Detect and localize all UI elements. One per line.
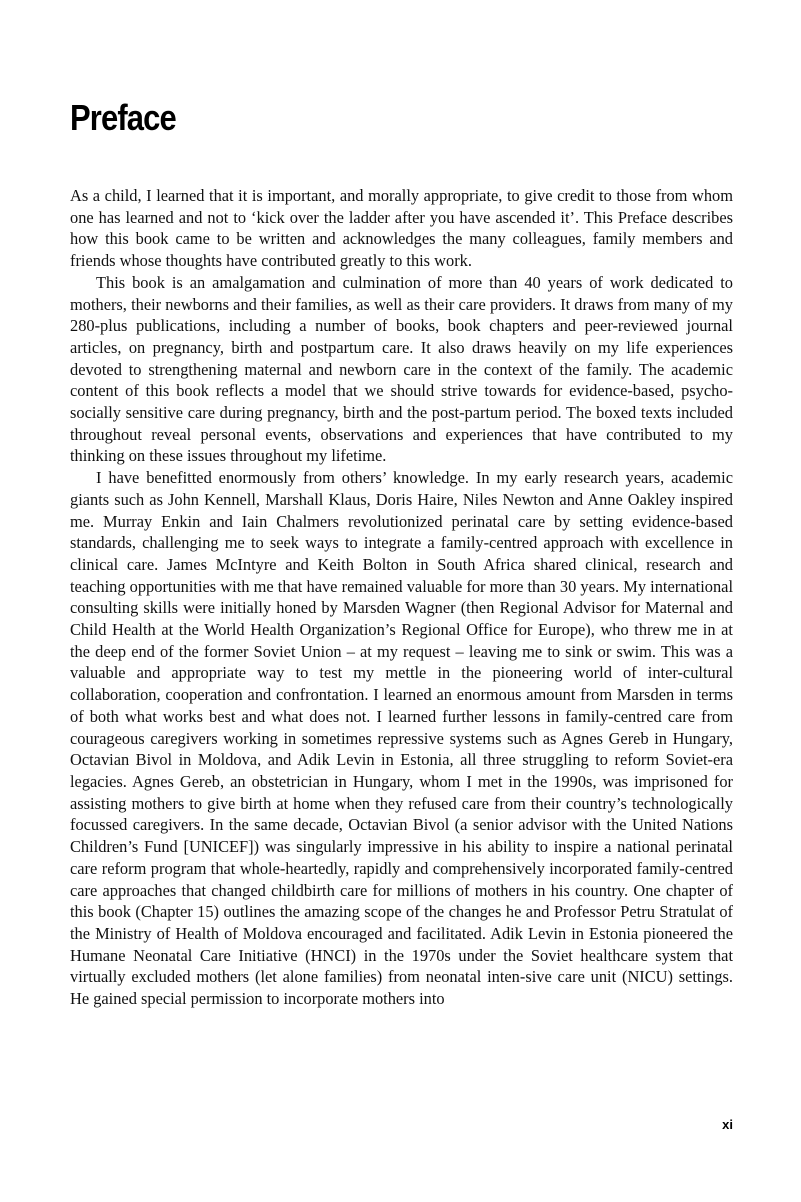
page-number: xi [722,1117,733,1132]
paragraph-2: This book is an amalgamation and culmination of more than 40 years of work dedicated to mothers, their newborns and their families, as well as their care providers. It draws from many of my 280-plus publications, including a number of books, book chapters and peer-reviewed journal articles, on pregnancy, birth and postpartum care. It also draws heavily on my life experiences devoted to strengthening maternal and newborn care in the context of the family. The academic content of this book reflects a model that we should strive towards for evidence-based, psycho-socially sensitive care during pregnancy, birth and the post-partum period. The boxed texts included throughout reveal personal events, observations and experiences that have contributed to my thinking on these issues throughout my lifetime. [70,272,733,466]
paragraph-3: I have benefitted enormously from others’ knowledge. In my early research years, academic giants such as John Kennell, Marshall Klaus, Doris Haire, Niles Newton and Anne Oakley inspired me. Murray Enkin and Iain Chalmers revolutionized perinatal care by setting evidence-based standards, challenging me to seek ways to integrate a family-centred approach with excellence in clinical care. James McIntyre and Keith Bolton in South Africa shared clinical, research and teaching opportunities with me that have remained valuable for more than 30 years. My international consulting skills were initially honed by Marsden Wagner (then Regional Advisor for Maternal and Child Health at the World Health Organization’s Regional Office for Europe), who threw me in at the deep end of the former Soviet Union – at my request – leaving me to sink or swim. This was a valuable and appropriate way to test my mettle in the pioneering world of inter-cultural collaboration, cooperation and confrontation. I learned an enormous amount from Marsden in terms of both what works best and what does not. I learned further lessons in family-centred care from courageous caregivers working in sometimes repressive systems such as Agnes Gereb in Hungary, Octavian Bivol in Moldova, and Adik Levin in Estonia, all three struggling to reform Soviet-era legacies. Agnes Gereb, an obstetrician in Hungary, whom I met in the 1990s, was imprisoned for assisting mothers to give birth at home when they refused care from their country’s technologically focussed caregivers. In the same decade, Octavian Bivol (a senior advisor with the United Nations Children’s Fund [UNICEF]) was singularly impressive in his ability to inspire a national perinatal care reform program that whole-heartedly, rapidly and comprehensively incorporated family-centred care approaches that changed childbirth care for millions of mothers in his country. One chapter of this book (Chapter 15) outlines the amazing scope of the changes he and Professor Petru Stratulat of the Ministry of Health of Moldova encouraged and facilitated. Adik Levin in Estonia pioneered the Humane Neonatal Care Initiative (HNCI) in the 1970s under the Soviet healthcare system that virtually excluded mothers (let alone families) from neonatal inten-sive care unit (NICU) settings. He gained special permission to incorporate mothers into [70,468,733,1009]
paragraph-1: As a child, I learned that it is important, and morally appropriate, to give credit to those from whom one has learned and not to ‘kick over the ladder after you have ascended it’. This Preface describes how this book came to be written and acknowledges the many colleagues, family members and friends whose thoughts have contributed greatly to this work. [70,186,733,271]
preface-body [70,185,733,1010]
chapter-title: Preface [70,97,176,138]
